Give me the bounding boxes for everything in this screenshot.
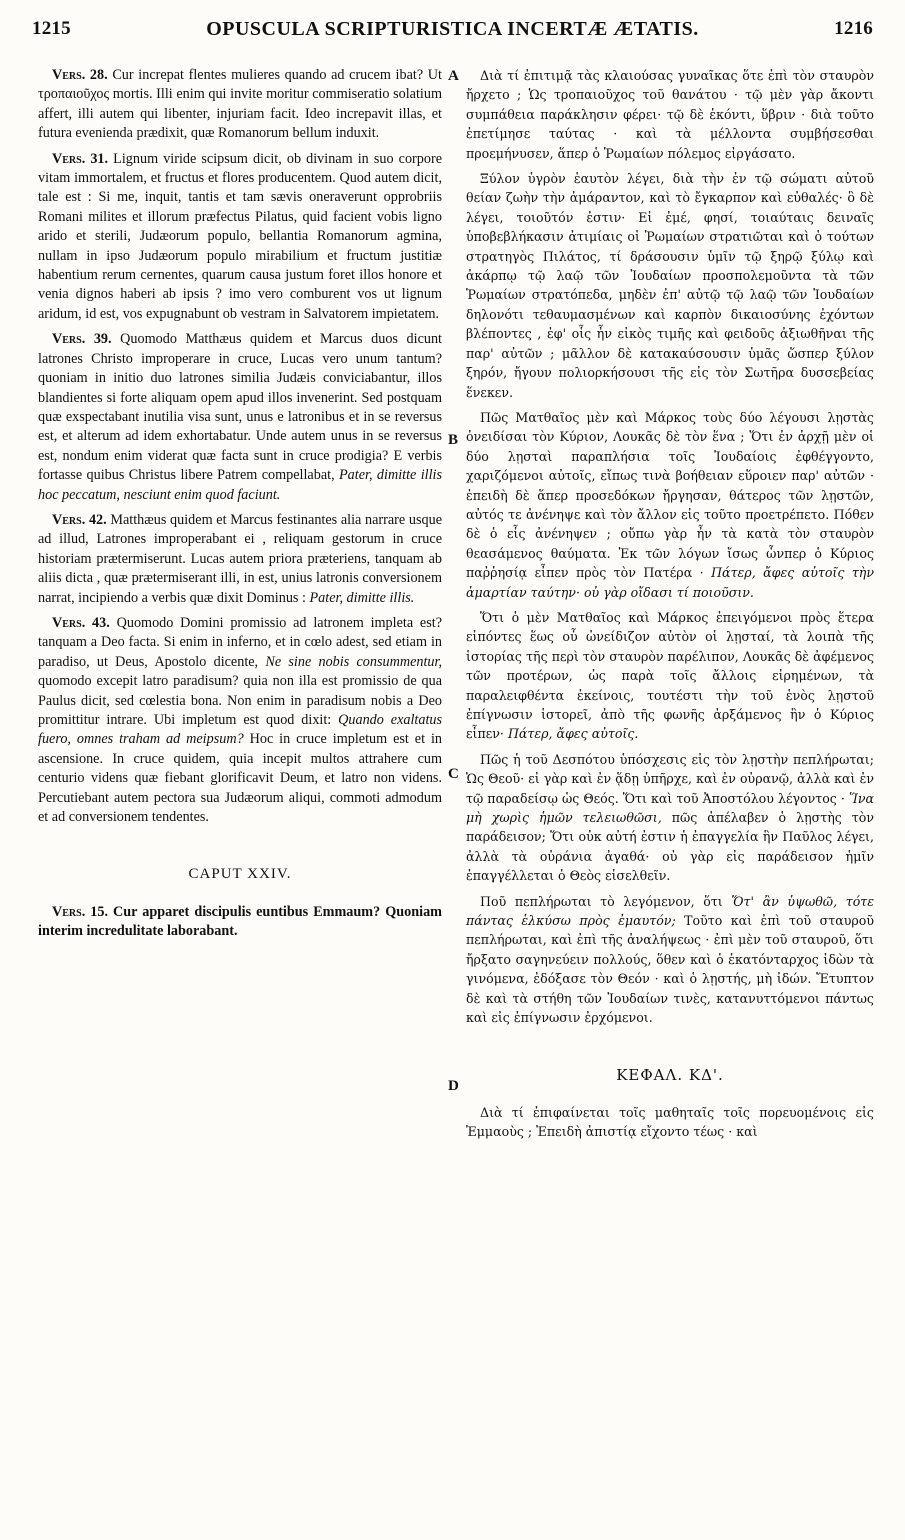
greek-quote: Ὅτ' ἂν ὑψωθῶ, τότε πάντας ἑλκύσω πρὸς ἐμαυτόν; [466, 893, 875, 929]
right-column-number: 1216 [834, 18, 873, 39]
margin-letter-c: C [448, 766, 459, 782]
latin-verse-15 [38, 903, 442, 942]
greek-paragraph-2: Ξύλον ὑγρὸν ἑαυτὸν λέγει, διὰ τὴν ἐν τῷ σώματι αὐτοῦ θείαν ζωὴν τὴν ἀμάραντον, καὶ τὸ ἔγκαρπον καὶ εὐθαλές· ὃ δὲ λέγει, τοιοῦτόν ἐστιν· Εἰ ἐμέ, φησί, τοιαύταις δειναῖς ὑποβεβλήκασιν ἀτιμίαις οἱ Ῥωμαίων στρατιῶται καὶ ὁ τούτων στρατηγὸς Πιλάτος, τί δράσουσιν ὑμῖν τῷ ξηρῷ ξύλῳ καὶ ἀκάρπῳ τῷ λαῷ τῶν Ἰουδαίων προσπολεμοῦντα τὰ τῶν Ῥωμαίων στρατόπεδα, μηδὲν ἐπ' αὐτῷ τῷ λαῷ τῶν Ἰουδαίων δηλονότι τεθαυμασμένων καὶ καρπὸν δικαιοσύνης ἐχόντων βλέποντες , ἐφ' οἷς ἦν εἰκὸς τιμῆς καὶ φειδοῦς ἀξιωθῆναι τῆς παρ' αὐτῶν ; μᾶλλον δὲ κατακαύσουσιν ὑμᾶς ὥσπερ ξύλον ξηρόν, ἤγουν πολιορκήσουσι τῆς εἰς τὸν Σωτῆρα δυσσεβείας ἕνεκεν. [466, 171, 874, 400]
verse-label: Vers. 15. [52, 903, 109, 920]
verse-text: Matthæus quidem et Marcus festinantes alia narrare usque ad illud, Latrones improperabant ei , reliquam gestorum in cruce historiam prætermiserunt. Lucas autem priora præteriens, tanquam ab aliis dicta , quæ prætermiserant illi, in est, unius latronis conversionem narrat, incipiendo a verbis quæ dixit Dominus : [38, 511, 443, 606]
verse-text: Quomodo Domini promissio ad latronem impleta est? tanquam a Deo facta. Si enim in inferno, et in cœlo adest, sed etiam in paradiso, ut Deus, Apostolo dicente, [38, 614, 442, 670]
greek-quote: Πάτερ, ἄφες αὐτοῖς τὴν ἁμαρτίαν ταύτην· οὐ γὰρ οἴδασι τί ποιοῦσιν. [466, 565, 874, 600]
latin-verse-42 [38, 511, 442, 608]
margin-letter-d: D [448, 1078, 459, 1094]
latin-verse-28 [38, 66, 442, 144]
greek-text: Ὅτι ὁ μὲν Ματθαῖος καὶ Μάρκος ἐπειγόμενοι πρὸς ἕτερα εἰπόντες ἕως οὗ ὠνείδιζον αὐτὸν οἱ λῃσταί, τὰ λοιπὰ τῆς ἱστορίας τῆς περὶ τὸν σταυρὸν παρέλιπον, Λουκᾶς δὲ ἀφέμενος τῶν προτέρων, ὡς παρὰ τοῖς ἄλλοις εἰρημένων, τὰ παραλειφθέντα ἐκείνοις, τουτέστι τὴν τοῦ ἑνὸς λῃστοῦ ἐπίγνωσιν ἱστορεῖ, ἀπὸ τῆς φωνῆς ἀρξάμενος ἣν ὁ Κύριος εἶπεν· [466, 609, 874, 742]
greek-paragraph-4 [466, 608, 874, 744]
verse-quote: Ne sine nobis consummentur, [265, 653, 443, 670]
verse-text: Quomodo Matthæus quidem et Marcus duos dicunt latrones Christo improperare in cruce, Lucas vero unum tantum? quoniam in initio duo latrones similia Judæis conviciabantur, illos blandientes si forte aliquam opem apud illos invenerint. Sed postquam quæ exspectabant inutilia visa sunt, unus e latronibus et in se reversus est, et alterum ad idem exhortabatur. Unde autem unus in se reversus est, nondum enim viderat quæ facta sunt in cruce prodigia? E verbis fortasse quibus Christus libere Patrem compellabat, [38, 331, 443, 484]
greek-text: Ποῦ πεπλήρωται τὸ λεγόμενον, ὅτι [480, 893, 732, 909]
greek-column [466, 66, 874, 1148]
latin-verse-43 [38, 614, 442, 827]
greek-quote: Πάτερ, ἄφες αὐτοῖς. [507, 726, 639, 742]
greek-paragraph-5 [466, 750, 874, 886]
verse-label: Vers. 42. [52, 511, 107, 528]
greek-quote: Ἵνα μὴ χωρὶς ἡμῶν τελειωθῶσι, [466, 790, 874, 826]
verse-text: quomodo excepit latro paradisum? quia non illa est promissio de qua Paulus dicit, sed cœlestia bona. Non enim in paradisum nobis a Deo promittitur intrare. Ubi impletum est quod dixit: [38, 673, 442, 728]
greek-text: Τοῦτο καὶ ἐπὶ τοῦ σταυροῦ πεπλήρωται, καὶ ἐπὶ τῆς ἀναλήψεως · ἐπὶ μὲν τοῦ σταυροῦ, ὅτι ἤρξατο σαγηνεύειν πολλούς, ὅθεν καὶ ὁ ἑκατόνταρχος ἰδὼν τὰ γινόμενα, ἐδόξασε τὸν Θεόν · καὶ ὁ λῃστής, μὴ ἰδών. Ἔτυπτον δὲ καὶ τὰ στήθη τῶν Ἰουδαίων τινὲς, κατανυττόμενοι πάντως καὶ εἰς ἐπίγνωσιν ἐρχόμενοι. [466, 913, 874, 1026]
greek-paragraph-1: Διὰ τί ἐπιτιμᾷ τὰς κλαιούσας γυναῖκας ὅτε ἐπὶ τὸν σταυρὸν ἤρχετο ; Ὡς τροπαιοῦχος τοῦ θανάτου · τῷ μὲν γὰρ ἄκοντι συμπάθεια παράκλησιν φέρει· τῷ δὲ ἑκόντι, ὕβριν · διὰ τοῦτο ἐπετίμησε ταύτας · καὶ τὰ μέλλοντα συμβήσεσθαι προεμήνυσεν, ἅπερ ὁ Ῥωμαίων πόλεμος εἰργάσατο. [466, 68, 874, 161]
greek-text: πῶς ἀπέλαβεν ὁ λῃστὴς τὸν παράδεισον; Ὅτι οὐκ αὐτή ἐστιν ἡ ἐπαγγελία ἣν Παῦλος λέγει, ἀλλὰ τὰ οὐράνια ἀγαθά· οὐ γὰρ εἰς παράδεισον ἡμῖν ἐπαγγέλλεται ὁ Θεὸς εἰσελθεῖν. [466, 810, 874, 884]
verse-label: Vers. 39. [52, 331, 112, 348]
greek-text: Πῶς ἡ τοῦ Δεσπότου ὑπόσχεσις εἰς τὸν λῃστὴν πεπλήρωται; Ὡς Θεοῦ· εἰ γὰρ καὶ ἐν ᾅδῃ ὑπῆρχε, καὶ ἐν οὐρανῷ, ἀλλὰ καὶ ἐν τῷ παραδείσῳ ὡς Θεός. Ὅτι καὶ τοῦ Ἀποστόλου λέγοντος · [466, 751, 874, 806]
page-header [32, 18, 873, 60]
greek-text: Πῶς Ματθαῖος μὲν καὶ Μάρκος τοὺς δύο λέγουσι λῃστὰς ὀνειδίσαι τὸν Κύριον, Λουκᾶς δὲ τὸν ἕνα ; Ὅτι ἐν ἀρχῇ μὲν οἱ δύο λῃσταὶ παραπλήσια τοῖς Ἰουδαίοις ἐφθέγγοντο, χαριζόμενοι αὐτοῖς, εἴπως τινὰ βοήθειαν εὕροιεν παρ' αὐτῶν · ἐπειδὴ δὲ ἅπερ προσεδόκων ἤργησαν, θάτερος τῶν λῃστῶν, αὐτός τε ἀνένηψε καὶ τὸν ἄλλον εἰς τοῦτο προετρέπετο. Πόθεν δὲ ὁ εἷς ἀνένηψεν ; οὔπω γὰρ ἦν τὰ κατὰ τὸν σταυρὸν θεασάμενος θαύματα. Ἐκ τῶν λόγων ἴσως ὧνπερ ὁ Κύριος παῤῥησίᾳ εἶπεν πρὸς τὸν Πατέρα · [466, 409, 874, 581]
verse-text: Hoc in cruce impletum est et in ascensione. In cruce quidem, quia incepit multos attrahere cum centurio videns quæ fiebant glorificavit Deum, et latro non videns. Percutiebant autem pectora sua Judæorum aliqui, commoti admodum et ad conversionem tendentes. [38, 731, 443, 826]
verse-label: Vers. 31. [52, 150, 109, 167]
verse-text: Cur increpat flentes mulieres quando ad crucem ibat? Ut τροπαιοῦχος mortis. Illi enim qui invite moritur commiseratio solatium affert, illi autem qui libenter, injuriam facit. Ideo increpavit illas, et futura evenienda prædixit, quæ Romanorum bellum induxit. [38, 67, 442, 142]
greek-paragraph-7: Διὰ τί ἐπιφαίνεται τοῖς μαθηταῖς τοῖς πορευομένοις εἰς Ἐμμαοὺς ; Ἐπειδὴ ἀπιστίᾳ εἴχοντο τέως · καὶ [466, 1104, 874, 1140]
latin-chapter-heading: CAPUT XXIV. [188, 866, 292, 883]
margin-letter-b: B [448, 432, 459, 448]
running-title: OPUSCULA SCRIPTURISTICA INCERTÆ ÆTATIS. [206, 18, 699, 40]
verse-quote: Pater, dimitte illis hoc peccatum, nesciunt enim quod faciunt. [38, 467, 442, 503]
latin-column [38, 66, 442, 948]
verse-quote: Pater, dimitte illis. [309, 589, 415, 606]
latin-verse-31 [38, 150, 442, 325]
verse-text: Lignum viride scipsum dicit, ob divinam in suo corpore vitam immortalem, et fructus et flores producentem. Quod autem dicit, tale est : Si me, inquit, tantis et tam sævis oneraverunt opprobriis Romani milites et illorum præfectus Pilatus, quid facient vobis ligno arido et sterili, Judæorum populo, bellantia Romanorum agmina, nullam in ipso Judæorum populo mirabilium et fructum justitiæ habentium rerum cernentes, quarum causa justum foret illos honore et venia dignos haberi ab ipsis ? imo vero comburent vos ut lignum aridum, id est, vos expugnabunt ob vestram in Salvatorem impietatem. [38, 150, 442, 322]
latin-verse-39 [38, 330, 442, 505]
greek-chapter-heading: ΚΕΦΑΛ. ΚΔ'. [616, 1065, 724, 1084]
margin-letter-a: A [448, 68, 459, 84]
verse-label: Vers. 28. [52, 67, 108, 83]
verse-label: Vers. 43. [52, 614, 110, 631]
greek-paragraph-6 [466, 892, 874, 1028]
verse-quote: Quando exaltatus fuero, omnes traham ad meipsum? [38, 712, 443, 748]
verse-text: Cur apparet discipulis euntibus Emmaum? Quoniam interim incredulitate laborabant. [38, 903, 442, 940]
greek-paragraph-3 [466, 408, 874, 602]
left-column-number: 1215 [32, 18, 71, 39]
